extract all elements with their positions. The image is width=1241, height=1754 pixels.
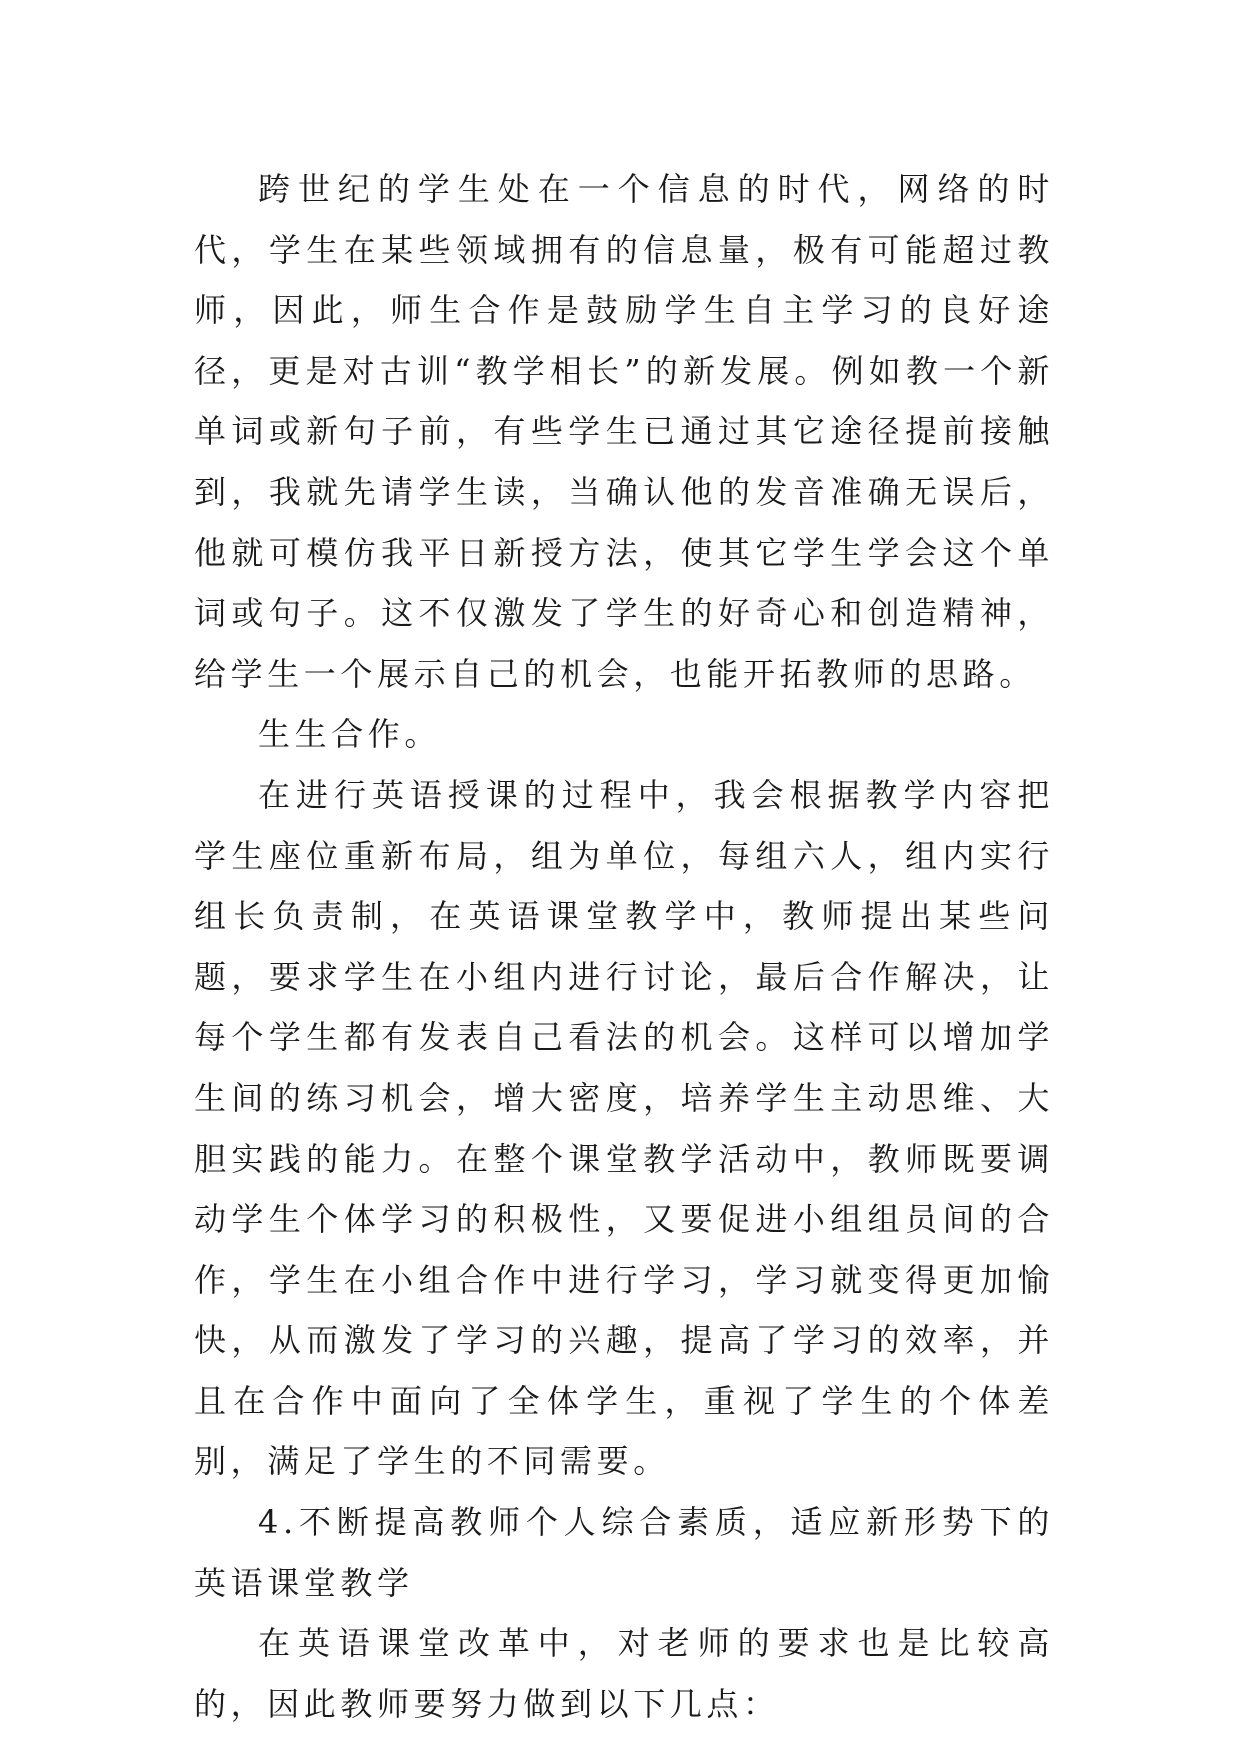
paragraph-student-student-heading: 生生合作。 (258, 715, 442, 754)
paragraph-teacher-student-cooperation: 跨世纪的学生处在一个信息的时代，网络的时代，学生在某些领域拥有的信息量，极有可能超过教师，因此，师生合作是鼓励学生自主学习的良好途径，更是对古训“教学相长”的新发展。例如教一个新单词或新句子前，有些学生已通过其它途径提前接触到，我就先请学生读，当确认他的发音准确无误后，他就可模仿我平日新授方法，使其它学生学会这个单词或句子。这不仅激发了学生的好奇心和创造精神，给学生一个展示自己的机会，也能开拓教师的思路。 (194, 170, 1054, 693)
document-body (194, 159, 1054, 1734)
paragraph-group-work: 在进行英语授课的过程中，我会根据教学内容把学生座位重新布局，组为单位，每组六人，组内实行组长负责制，在英语课堂教学中，教师提出某些问题，要求学生在小组内进行讨论，最后合作解决，让每个学生都有发表自己看法的机会。这样可以增加学生间的练习机会，增大密度，培养学生主动思维、大胆实践的能力。在整个课堂教学活动中，教师既要调动学生个体学习的积极性，又要促进小组组员间的合作，学生在小组合作中进行学习，学习就变得更加愉快，从而激发了学习的兴趣，提高了学习的效率，并且在合作中面向了全体学生，重视了学生的个体差别，满足了学生的不同需要。 (194, 775, 1054, 1481)
paragraph-teacher-requirements: 在英语课堂改革中，对老师的要求也是比较高的，因此教师要努力做到以下几点： (194, 1624, 1054, 1723)
paragraph-section-4-heading: 4.不断提高教师个人综合素质，适应新形势下的英语课堂教学 (194, 1503, 1054, 1602)
